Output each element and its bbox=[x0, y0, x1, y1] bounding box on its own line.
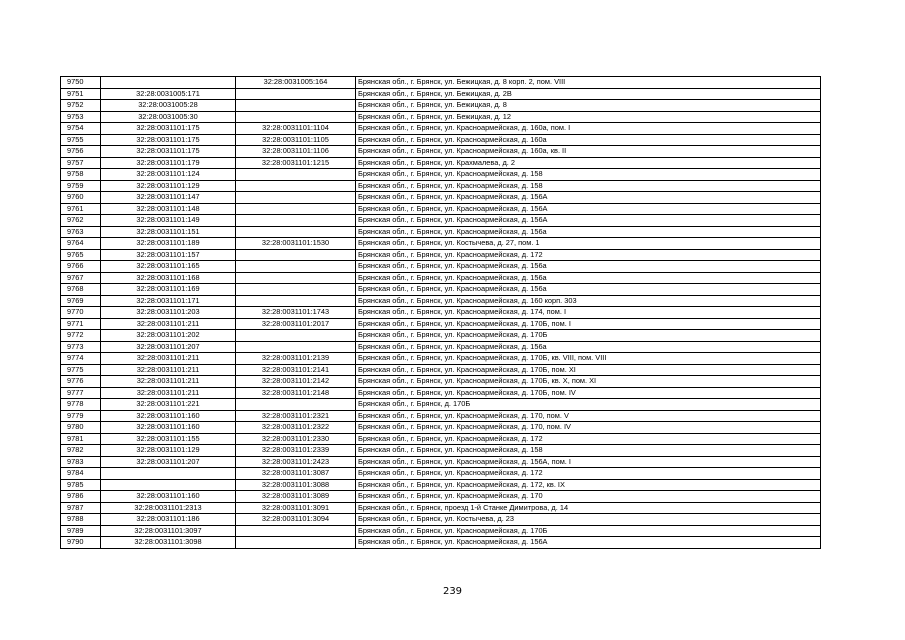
table-row bbox=[61, 468, 821, 480]
table-row bbox=[61, 502, 821, 514]
table-row bbox=[61, 146, 821, 158]
row-number-cell: 9764 bbox=[61, 238, 101, 250]
parcel-number-cell: 32:28:0031101:171 bbox=[101, 295, 236, 307]
table-row bbox=[61, 261, 821, 273]
table-row bbox=[61, 456, 821, 468]
table-row bbox=[61, 295, 821, 307]
table-row bbox=[61, 353, 821, 365]
address-cell: Брянская обл., г. Брянск, ул. Красноармейская, д. 156а bbox=[356, 261, 821, 273]
address-cell: Брянская обл., г. Брянск, ул. Красноармейская, д. 172 bbox=[356, 249, 821, 261]
address-cell: Брянская обл., г. Брянск, д. 170Б bbox=[356, 399, 821, 411]
object-number-cell bbox=[236, 525, 356, 537]
row-number-cell: 9771 bbox=[61, 318, 101, 330]
address-cell: Брянская обл., г. Брянск, ул. Красноармейская, д. 170Б, кв. X, пом. XI bbox=[356, 376, 821, 388]
row-number-cell: 9783 bbox=[61, 456, 101, 468]
parcel-number-cell: 32:28:0031101:160 bbox=[101, 422, 236, 434]
table-row bbox=[61, 88, 821, 100]
row-number-cell: 9775 bbox=[61, 364, 101, 376]
table-row bbox=[61, 387, 821, 399]
table-row bbox=[61, 514, 821, 526]
table-row bbox=[61, 77, 821, 89]
table-row bbox=[61, 537, 821, 549]
object-number-cell bbox=[236, 537, 356, 549]
table-row bbox=[61, 479, 821, 491]
table-row bbox=[61, 192, 821, 204]
parcel-number-cell bbox=[101, 468, 236, 480]
table-row bbox=[61, 330, 821, 342]
address-cell: Брянская обл., г. Брянск, ул. Красноармейская, д. 156А bbox=[356, 537, 821, 549]
address-cell: Брянская обл., г. Брянск, ул. Красноармейская, д. 174, пом. I bbox=[356, 307, 821, 319]
parcel-number-cell: 32:28:0031101:179 bbox=[101, 157, 236, 169]
table-row bbox=[61, 491, 821, 503]
address-cell: Брянская обл., г. Брянск, ул. Красноармейская, д. 160а, кв. II bbox=[356, 146, 821, 158]
address-cell: Брянская обл., г. Брянск, ул. Крахмалева, д. 2 bbox=[356, 157, 821, 169]
table-row bbox=[61, 111, 821, 123]
table-row bbox=[61, 341, 821, 353]
page-number: 239 bbox=[442, 586, 463, 597]
address-cell: Брянская обл., г. Брянск, ул. Красноармейская, д. 172 bbox=[356, 433, 821, 445]
object-number-cell bbox=[236, 399, 356, 411]
object-number-cell bbox=[236, 295, 356, 307]
address-cell: Брянская обл., г. Брянск, ул. Красноармейская, д. 156А bbox=[356, 215, 821, 227]
row-number-cell: 9751 bbox=[61, 88, 101, 100]
parcel-number-cell bbox=[101, 77, 236, 89]
parcel-number-cell: 32:28:0031101:202 bbox=[101, 330, 236, 342]
address-cell: Брянская обл., г. Брянск, ул. Красноармейская, д. 170Б bbox=[356, 330, 821, 342]
table-row bbox=[61, 445, 821, 457]
row-number-cell: 9766 bbox=[61, 261, 101, 273]
parcel-number-cell: 32:28:0031101:168 bbox=[101, 272, 236, 284]
table-row bbox=[61, 433, 821, 445]
address-cell: Брянская обл., г. Брянск, ул. Красноармейская, д. 172, кв. IX bbox=[356, 479, 821, 491]
table-body bbox=[61, 77, 821, 549]
parcel-number-cell: 32:28:0031101:148 bbox=[101, 203, 236, 215]
row-number-cell: 9782 bbox=[61, 445, 101, 457]
row-number-cell: 9769 bbox=[61, 295, 101, 307]
parcel-number-cell: 32:28:0031005:28 bbox=[101, 100, 236, 112]
parcel-number-cell: 32:28:0031101:186 bbox=[101, 514, 236, 526]
row-number-cell: 9780 bbox=[61, 422, 101, 434]
parcel-number-cell: 32:28:0031101:157 bbox=[101, 249, 236, 261]
address-cell: Брянская обл., г. Брянск, ул. Красноармейская, д. 170Б, пом. IV bbox=[356, 387, 821, 399]
row-number-cell: 9756 bbox=[61, 146, 101, 158]
table-row bbox=[61, 100, 821, 112]
parcel-number-cell: 32:28:0031101:3097 bbox=[101, 525, 236, 537]
address-cell: Брянская обл., г. Брянск, ул. Красноармейская, д. 156А, пом. I bbox=[356, 456, 821, 468]
table-row bbox=[61, 169, 821, 181]
object-number-cell bbox=[236, 180, 356, 192]
row-number-cell: 9763 bbox=[61, 226, 101, 238]
parcel-number-cell: 32:28:0031101:211 bbox=[101, 376, 236, 388]
object-number-cell bbox=[236, 272, 356, 284]
row-number-cell: 9790 bbox=[61, 537, 101, 549]
row-number-cell: 9774 bbox=[61, 353, 101, 365]
address-cell: Брянская обл., г. Брянск, ул. Красноармейская, д. 158 bbox=[356, 180, 821, 192]
row-number-cell: 9788 bbox=[61, 514, 101, 526]
address-cell: Брянская обл., г. Брянск, ул. Красноармейская, д. 158 bbox=[356, 445, 821, 457]
row-number-cell: 9784 bbox=[61, 468, 101, 480]
address-cell: Брянская обл., г. Брянск, проезд 1-й Станке Димитрова, д. 14 bbox=[356, 502, 821, 514]
object-number-cell: 32:28:0031101:1106 bbox=[236, 146, 356, 158]
object-number-cell: 32:28:0031101:1215 bbox=[236, 157, 356, 169]
parcel-number-cell: 32:28:0031101:2313 bbox=[101, 502, 236, 514]
row-number-cell: 9753 bbox=[61, 111, 101, 123]
table-row bbox=[61, 203, 821, 215]
row-number-cell: 9762 bbox=[61, 215, 101, 227]
row-number-cell: 9754 bbox=[61, 123, 101, 135]
object-number-cell: 32:28:0031101:2148 bbox=[236, 387, 356, 399]
object-number-cell bbox=[236, 284, 356, 296]
parcel-number-cell: 32:28:0031101:149 bbox=[101, 215, 236, 227]
parcel-number-cell: 32:28:0031101:175 bbox=[101, 146, 236, 158]
object-number-cell bbox=[236, 169, 356, 181]
row-number-cell: 9777 bbox=[61, 387, 101, 399]
parcel-number-cell: 32:28:0031101:207 bbox=[101, 341, 236, 353]
object-number-cell bbox=[236, 192, 356, 204]
object-number-cell bbox=[236, 226, 356, 238]
address-cell: Брянская обл., г. Брянск, ул. Бежицкая, д. 8 bbox=[356, 100, 821, 112]
table-row bbox=[61, 238, 821, 250]
table-row bbox=[61, 180, 821, 192]
address-cell: Брянская обл., г. Брянск, ул. Красноармейская, д. 156А bbox=[356, 203, 821, 215]
object-number-cell: 32:28:0031101:3089 bbox=[236, 491, 356, 503]
row-number-cell: 9787 bbox=[61, 502, 101, 514]
table-row bbox=[61, 134, 821, 146]
object-number-cell: 32:28:0031101:2141 bbox=[236, 364, 356, 376]
address-cell: Брянская обл., г. Брянск, ул. Красноармейская, д. 156а bbox=[356, 341, 821, 353]
object-number-cell: 32:28:0031101:2139 bbox=[236, 353, 356, 365]
address-cell: Брянская обл., г. Брянск, ул. Красноармейская, д. 170Б bbox=[356, 525, 821, 537]
cadastral-table bbox=[60, 76, 821, 549]
table-row bbox=[61, 272, 821, 284]
object-number-cell bbox=[236, 261, 356, 273]
address-cell: Брянская обл., г. Брянск, ул. Красноармейская, д. 156а bbox=[356, 272, 821, 284]
object-number-cell bbox=[236, 341, 356, 353]
table-row bbox=[61, 226, 821, 238]
table-row bbox=[61, 307, 821, 319]
parcel-number-cell: 32:28:0031101:175 bbox=[101, 134, 236, 146]
row-number-cell: 9779 bbox=[61, 410, 101, 422]
table-row bbox=[61, 410, 821, 422]
parcel-number-cell: 32:28:0031005:171 bbox=[101, 88, 236, 100]
address-cell: Брянская обл., г. Брянск, ул. Красноармейская, д. 170 bbox=[356, 491, 821, 503]
table-row bbox=[61, 284, 821, 296]
object-number-cell: 32:28:0031101:2017 bbox=[236, 318, 356, 330]
table-row bbox=[61, 399, 821, 411]
object-number-cell: 32:28:0031101:1743 bbox=[236, 307, 356, 319]
object-number-cell bbox=[236, 330, 356, 342]
parcel-number-cell bbox=[101, 479, 236, 491]
row-number-cell: 9785 bbox=[61, 479, 101, 491]
parcel-number-cell: 32:28:0031101:221 bbox=[101, 399, 236, 411]
parcel-number-cell: 32:28:0031101:160 bbox=[101, 410, 236, 422]
row-number-cell: 9773 bbox=[61, 341, 101, 353]
row-number-cell: 9759 bbox=[61, 180, 101, 192]
row-number-cell: 9778 bbox=[61, 399, 101, 411]
parcel-number-cell: 32:28:0031101:129 bbox=[101, 445, 236, 457]
object-number-cell: 32:28:0031101:1530 bbox=[236, 238, 356, 250]
row-number-cell: 9776 bbox=[61, 376, 101, 388]
parcel-number-cell: 32:28:0031101:165 bbox=[101, 261, 236, 273]
address-cell: Брянская обл., г. Брянск, ул. Красноармейская, д. 156а bbox=[356, 226, 821, 238]
row-number-cell: 9758 bbox=[61, 169, 101, 181]
address-cell: Брянская обл., г. Брянск, ул. Бежицкая, д. 2В bbox=[356, 88, 821, 100]
row-number-cell: 9786 bbox=[61, 491, 101, 503]
parcel-number-cell: 32:28:0031101:169 bbox=[101, 284, 236, 296]
object-number-cell: 32:28:0031101:3094 bbox=[236, 514, 356, 526]
table-row bbox=[61, 318, 821, 330]
address-cell: Брянская обл., г. Брянск, ул. Красноармейская, д. 160а bbox=[356, 134, 821, 146]
parcel-number-cell: 32:28:0031005:30 bbox=[101, 111, 236, 123]
parcel-number-cell: 32:28:0031101:129 bbox=[101, 180, 236, 192]
object-number-cell: 32:28:0031101:2142 bbox=[236, 376, 356, 388]
parcel-number-cell: 32:28:0031101:211 bbox=[101, 387, 236, 399]
table-row bbox=[61, 215, 821, 227]
parcel-number-cell: 32:28:0031101:155 bbox=[101, 433, 236, 445]
table-row bbox=[61, 249, 821, 261]
row-number-cell: 9767 bbox=[61, 272, 101, 284]
address-cell: Брянская обл., г. Брянск, ул. Красноармейская, д. 160а, пом. I bbox=[356, 123, 821, 135]
table-row bbox=[61, 422, 821, 434]
row-number-cell: 9750 bbox=[61, 77, 101, 89]
object-number-cell: 32:28:0031101:2322 bbox=[236, 422, 356, 434]
parcel-number-cell: 32:28:0031101:207 bbox=[101, 456, 236, 468]
row-number-cell: 9789 bbox=[61, 525, 101, 537]
object-number-cell: 32:28:0031101:3091 bbox=[236, 502, 356, 514]
table-row bbox=[61, 376, 821, 388]
object-number-cell: 32:28:0031101:3087 bbox=[236, 468, 356, 480]
row-number-cell: 9760 bbox=[61, 192, 101, 204]
parcel-number-cell: 32:28:0031101:203 bbox=[101, 307, 236, 319]
object-number-cell: 32:28:0031101:2339 bbox=[236, 445, 356, 457]
object-number-cell bbox=[236, 88, 356, 100]
parcel-number-cell: 32:28:0031101:147 bbox=[101, 192, 236, 204]
parcel-number-cell: 32:28:0031101:160 bbox=[101, 491, 236, 503]
address-cell: Брянская обл., г. Брянск, ул. Красноармейская, д. 156А bbox=[356, 192, 821, 204]
address-cell: Брянская обл., г. Брянск, ул. Красноармейская, д. 158 bbox=[356, 169, 821, 181]
object-number-cell bbox=[236, 215, 356, 227]
parcel-number-cell: 32:28:0031101:189 bbox=[101, 238, 236, 250]
parcel-number-cell: 32:28:0031101:175 bbox=[101, 123, 236, 135]
parcel-number-cell: 32:28:0031101:211 bbox=[101, 318, 236, 330]
object-number-cell: 32:28:0031101:2321 bbox=[236, 410, 356, 422]
object-number-cell bbox=[236, 100, 356, 112]
parcel-number-cell: 32:28:0031101:211 bbox=[101, 353, 236, 365]
row-number-cell: 9768 bbox=[61, 284, 101, 296]
object-number-cell bbox=[236, 111, 356, 123]
row-number-cell: 9761 bbox=[61, 203, 101, 215]
row-number-cell: 9757 bbox=[61, 157, 101, 169]
parcel-number-cell: 32:28:0031101:3098 bbox=[101, 537, 236, 549]
row-number-cell: 9772 bbox=[61, 330, 101, 342]
address-cell: Брянская обл., г. Брянск, ул. Бежицкая, д. 12 bbox=[356, 111, 821, 123]
address-cell: Брянская обл., г. Брянск, ул. Костычева, д. 27, пом. 1 bbox=[356, 238, 821, 250]
address-cell: Брянская обл., г. Брянск, ул. Красноармейская, д. 170Б, пом. XI bbox=[356, 364, 821, 376]
table-row bbox=[61, 123, 821, 135]
object-number-cell bbox=[236, 203, 356, 215]
table-row bbox=[61, 157, 821, 169]
row-number-cell: 9755 bbox=[61, 134, 101, 146]
object-number-cell: 32:28:0031101:1104 bbox=[236, 123, 356, 135]
parcel-number-cell: 32:28:0031101:211 bbox=[101, 364, 236, 376]
object-number-cell: 32:28:0031101:2423 bbox=[236, 456, 356, 468]
object-number-cell: 32:28:0031101:2330 bbox=[236, 433, 356, 445]
object-number-cell: 32:28:0031005:164 bbox=[236, 77, 356, 89]
table-row bbox=[61, 525, 821, 537]
parcel-number-cell: 32:28:0031101:124 bbox=[101, 169, 236, 181]
address-cell: Брянская обл., г. Брянск, ул. Красноармейская, д. 170, пом. IV bbox=[356, 422, 821, 434]
object-number-cell: 32:28:0031101:3088 bbox=[236, 479, 356, 491]
object-number-cell: 32:28:0031101:1105 bbox=[236, 134, 356, 146]
parcel-number-cell: 32:28:0031101:151 bbox=[101, 226, 236, 238]
row-number-cell: 9765 bbox=[61, 249, 101, 261]
address-cell: Брянская обл., г. Брянск, ул. Красноармейская, д. 160 корп. 303 bbox=[356, 295, 821, 307]
table-row bbox=[61, 364, 821, 376]
row-number-cell: 9770 bbox=[61, 307, 101, 319]
row-number-cell: 9781 bbox=[61, 433, 101, 445]
object-number-cell bbox=[236, 249, 356, 261]
address-cell: Брянская обл., г. Брянск, ул. Красноармейская, д. 170Б, кв. VIII, пом. VIII bbox=[356, 353, 821, 365]
address-cell: Брянская обл., г. Брянск, ул. Красноармейская, д. 170Б, пом. I bbox=[356, 318, 821, 330]
row-number-cell: 9752 bbox=[61, 100, 101, 112]
address-cell: Брянская обл., г. Брянск, ул. Бежицкая, д. 8 корп. 2, пом. VIII bbox=[356, 77, 821, 89]
address-cell: Брянская обл., г. Брянск, ул. Красноармейская, д. 170, пом. V bbox=[356, 410, 821, 422]
address-cell: Брянская обл., г. Брянск, ул. Красноармейская, д. 172 bbox=[356, 468, 821, 480]
address-cell: Брянская обл., г. Брянск, ул. Костычева, д. 23 bbox=[356, 514, 821, 526]
address-cell: Брянская обл., г. Брянск, ул. Красноармейская, д. 156а bbox=[356, 284, 821, 296]
